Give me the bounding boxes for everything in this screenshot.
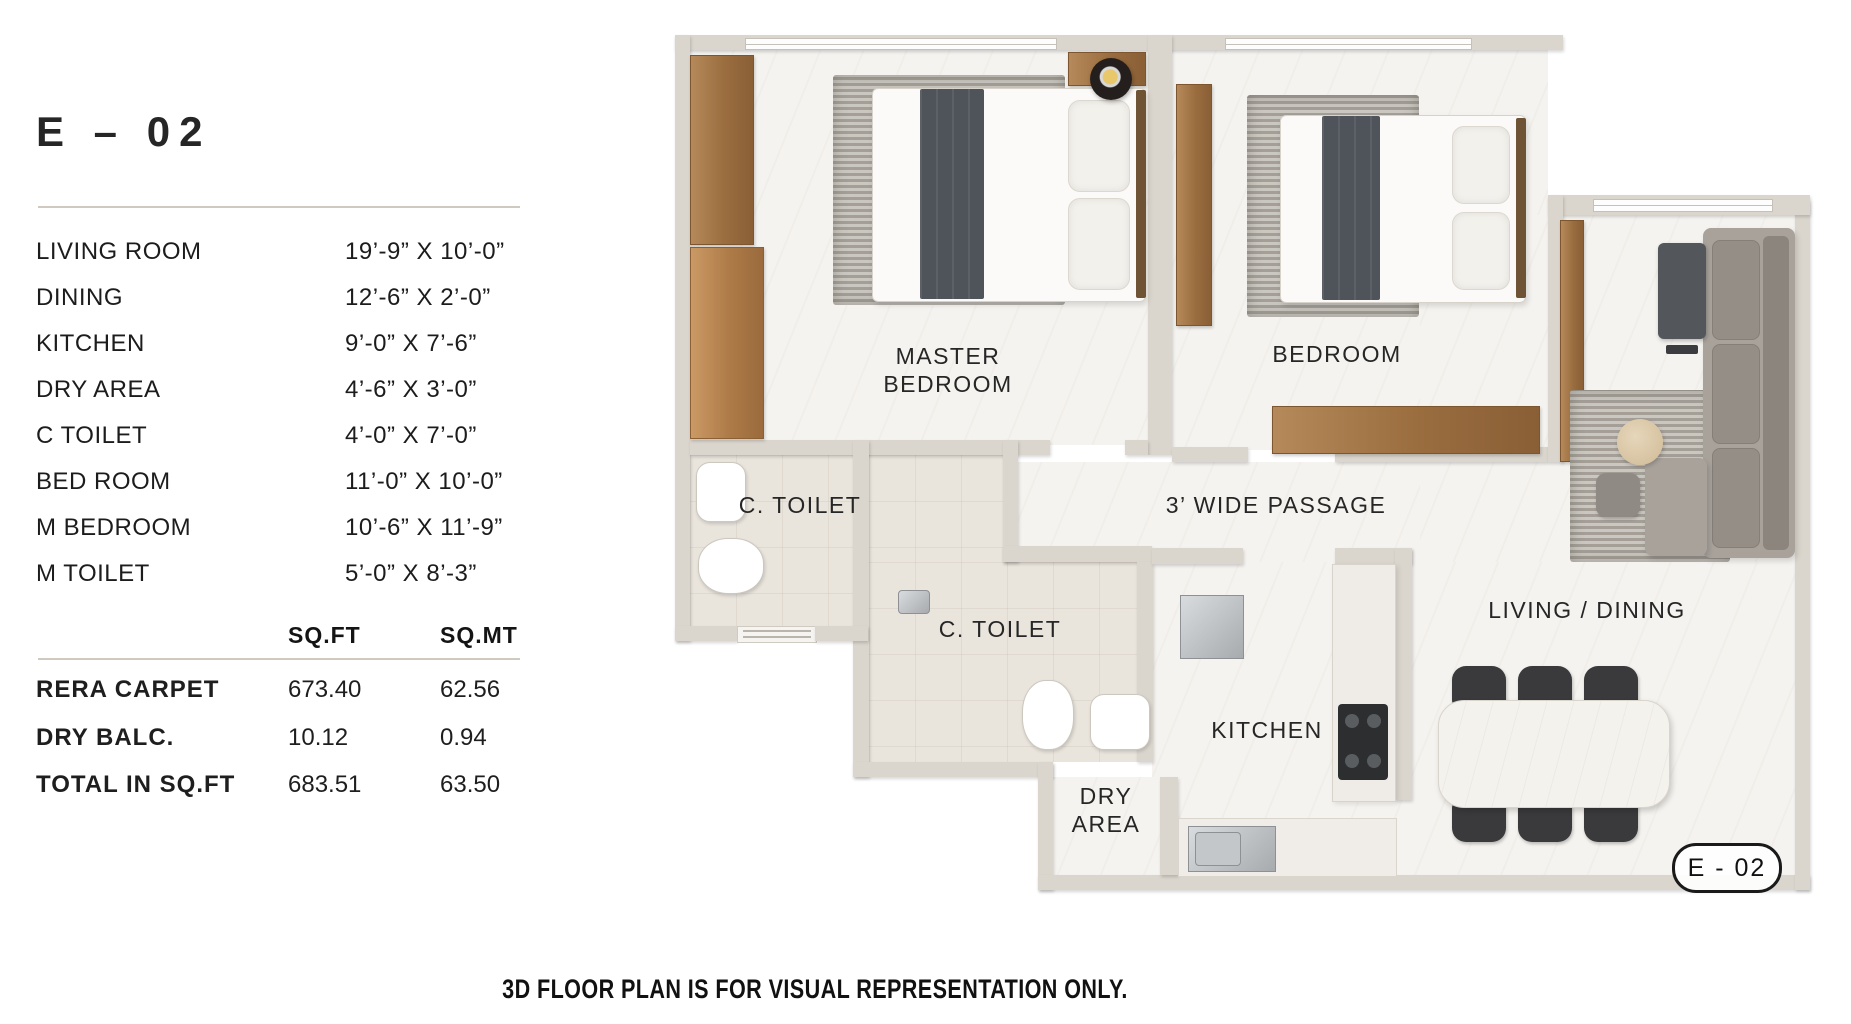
wall	[1795, 200, 1810, 890]
label-bedroom: BEDROOM	[1272, 341, 1402, 367]
refrigerator	[1180, 595, 1244, 659]
ottoman	[1596, 473, 1640, 517]
label-c-toilet-1: C. TOILET	[738, 492, 862, 518]
sofa-cushion	[1712, 448, 1760, 548]
room-size: 10’-6” X 11’-9”	[345, 514, 503, 541]
room-name: M BEDROOM	[36, 514, 192, 541]
room-name: DINING	[36, 284, 123, 311]
room-name: DRY AREA	[36, 376, 161, 403]
area-sqft-value: 683.51	[288, 771, 362, 798]
pillow	[1452, 212, 1510, 290]
area-sqft-value: 673.40	[288, 676, 362, 703]
room-name: LIVING ROOM	[36, 238, 202, 265]
toilet	[1022, 680, 1074, 750]
sofa-backrest	[1763, 236, 1789, 550]
master-wardrobe	[690, 55, 754, 245]
label-line: DRY	[1079, 783, 1133, 809]
label-line: MASTER	[895, 343, 1001, 369]
toilet	[698, 538, 764, 594]
area-sqmt-value: 62.56	[440, 676, 501, 703]
label-line: BEDROOM	[883, 371, 1013, 397]
room-name: KITCHEN	[36, 330, 145, 357]
bed-headboard	[1516, 118, 1526, 298]
wall	[1003, 440, 1018, 562]
toilet2-shower-floor	[869, 455, 1003, 562]
bed-headboard	[1136, 90, 1146, 298]
col-header-sqft: SQ.FT	[288, 622, 361, 648]
area-label: TOTAL IN SQ.FT	[36, 771, 236, 798]
bed-runner	[920, 89, 984, 299]
room-size: 4’-6” X 3’-0”	[345, 376, 477, 403]
label-master-bedroom	[883, 342, 1012, 398]
label-line: AREA	[1071, 811, 1141, 837]
room-name: C TOILET	[36, 422, 148, 449]
bedroom-dresser	[1272, 406, 1540, 454]
label-passage: 3’ WIDE PASSAGE	[1165, 492, 1387, 518]
bedroom-wardrobe	[1176, 84, 1212, 326]
wall	[1172, 447, 1248, 462]
room-size: 19’-9” X 10’-0”	[345, 238, 505, 265]
room-name: M TOILET	[36, 560, 150, 587]
bathroom-sink	[1090, 694, 1150, 750]
window	[745, 38, 1057, 50]
wall	[1038, 762, 1053, 890]
room-size: 4’-0” X 7’-0”	[345, 422, 477, 449]
unit-title: E – 02	[36, 108, 212, 155]
kitchen-sink	[1188, 826, 1276, 872]
master-wardrobe	[690, 247, 764, 439]
room-size: 5’-0” X 8’-3”	[345, 560, 477, 587]
col-header-sqmt: SQ.MT	[440, 622, 518, 648]
area-label: DRY BALC.	[36, 724, 175, 751]
wall	[1125, 440, 1148, 455]
sofa-cushion	[1712, 344, 1760, 444]
wall	[690, 440, 1050, 455]
area-label: RERA CARPET	[36, 676, 220, 703]
wall	[1395, 548, 1412, 800]
wall	[675, 35, 690, 641]
unit-badge: E - 02	[1672, 843, 1782, 893]
room-size: 12’-6” X 2’-0”	[345, 284, 491, 311]
tv-unit	[1658, 243, 1706, 339]
window	[1225, 38, 1472, 50]
room-size: 9’-0” X 7’-6”	[345, 330, 477, 357]
pillow	[1068, 198, 1130, 290]
stove	[1338, 704, 1388, 780]
dining-table	[1438, 700, 1670, 808]
pillow	[1452, 126, 1510, 204]
sofa-chaise	[1645, 458, 1707, 556]
label-living-dining: LIVING / DINING	[1488, 597, 1686, 623]
area-sqmt-value: 63.50	[440, 771, 501, 798]
table-lamp	[1090, 58, 1132, 100]
soundbar	[1666, 345, 1698, 354]
sliding-door	[737, 626, 817, 643]
coffee-table	[1617, 419, 1663, 465]
label-dry-area	[1072, 782, 1141, 838]
sofa-cushion	[1712, 240, 1760, 340]
wall	[1003, 546, 1152, 562]
disclaimer-note: 3D FLOOR PLAN IS FOR VISUAL REPRESENTATION ONLY.	[502, 974, 1128, 1004]
wall	[675, 626, 737, 641]
wall	[1152, 548, 1243, 564]
room-name: BED ROOM	[36, 468, 171, 495]
wall	[815, 626, 868, 641]
window	[1593, 199, 1773, 212]
wall	[1160, 777, 1178, 875]
wall	[1148, 35, 1172, 455]
pillow	[1068, 100, 1130, 192]
label-c-toilet-2: C. TOILET	[938, 616, 1062, 642]
room-size: 11’-0” X 10’-0”	[345, 468, 503, 495]
label-kitchen: KITCHEN	[1211, 717, 1323, 743]
area-sqft-value: 10.12	[288, 724, 349, 751]
shower-head	[898, 590, 930, 614]
area-sqmt-value: 0.94	[440, 724, 487, 751]
wall	[853, 762, 1053, 777]
bed-runner	[1322, 116, 1380, 300]
